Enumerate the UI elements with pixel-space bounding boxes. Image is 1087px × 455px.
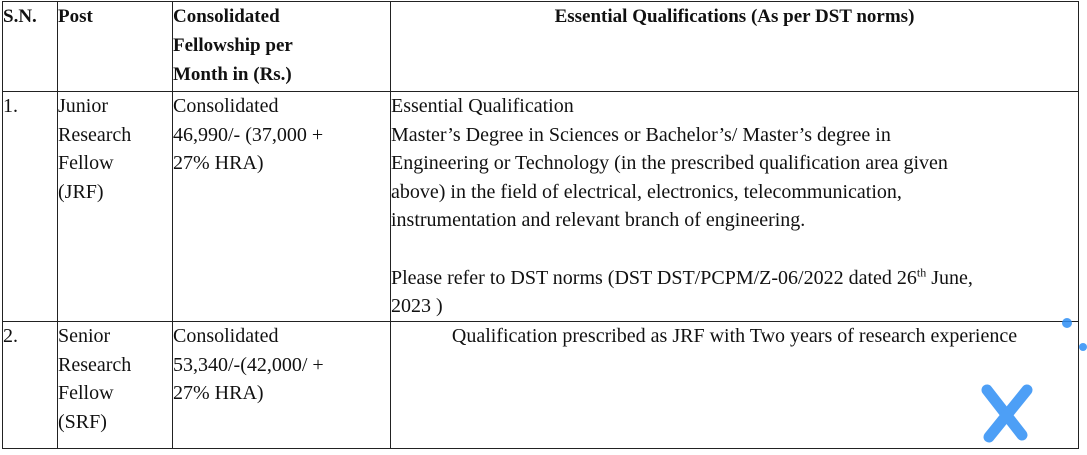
table-header-row <box>3 2 1079 92</box>
header-qualifications: Essential Qualifications (As per DST norms) <box>391 2 1079 92</box>
header-fellowship: Consolidated Fellowship per Month in (Rs.) <box>173 2 391 92</box>
row2-post: Senior Research Fellow (SRF) <box>58 322 173 449</box>
table-row-srf <box>3 322 1079 449</box>
table-row-jrf <box>3 92 1079 322</box>
row2-sn: 2. <box>3 322 58 449</box>
row2-fellowship: Consolidated 53,340/-(42,000/ + 27% HRA) <box>173 322 391 449</box>
row1-qualification: Essential Qualification Master’s Degree in Sciences or Bachelor’s/ Master’s degree in Engineering or Technology (in the prescribed qualification area given above) in the field of electrical, electronics, telecommunication, instrumentation and relevant branch of engineering. Please refer to DST norms (DST DST/PCPM/Z-06/2022 dated 26th June, 2023 ) <box>391 92 1079 322</box>
qualifications-table <box>2 1 1079 449</box>
row1-post: Junior Research Fellow (JRF) <box>58 92 173 322</box>
row2-qualification: Qualification prescribed as JRF with Two years of research experience <box>391 322 1079 449</box>
header-post: Post <box>58 2 173 92</box>
row1-fellowship: Consolidated 46,990/- (37,000 + 27% HRA) <box>173 92 391 322</box>
row1-sn: 1. <box>3 92 58 322</box>
row1-dst-note: Please refer to DST norms (DST DST/PCPM/Z-06/2022 dated 26th June, <box>391 264 973 289</box>
header-sn: S.N. <box>3 2 58 92</box>
row1-qual-title: Essential Qualification <box>391 95 574 117</box>
